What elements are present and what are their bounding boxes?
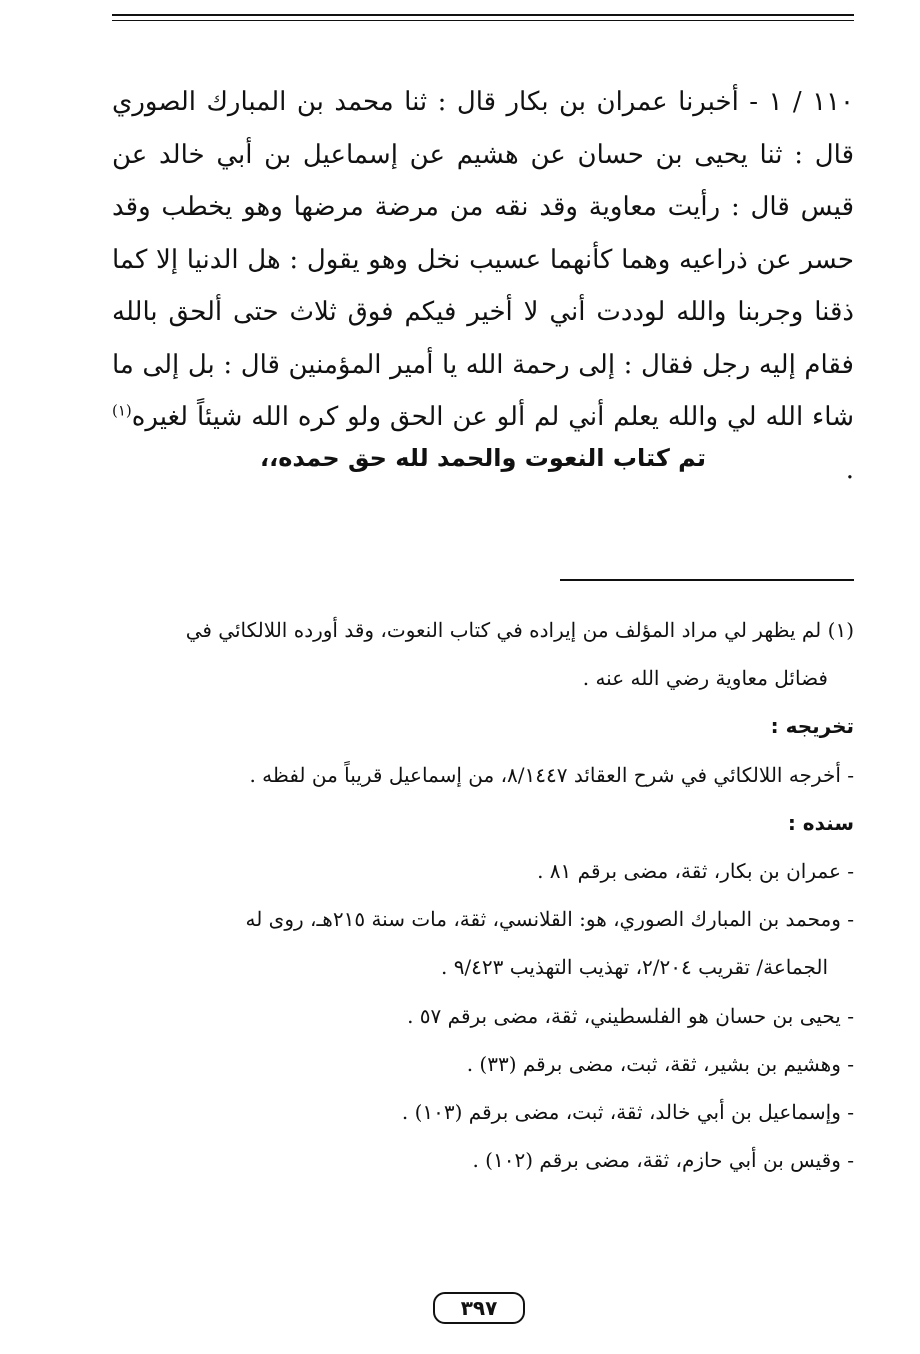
narrator-line: - عمران بن بكار، ثقة، مضى برقم ٨١ . bbox=[537, 858, 854, 883]
header-rule-thin bbox=[112, 20, 854, 21]
section-heading-takhrij: تخريجه : bbox=[770, 714, 854, 739]
header-rule-thick bbox=[112, 14, 854, 16]
footnote-ref: (١) bbox=[112, 401, 132, 420]
narrator-line: - وهشيم بن بشير، ثقة، ثبت، مضى برقم (٣٣) . bbox=[466, 1051, 854, 1076]
hadith-tail: . bbox=[845, 454, 854, 485]
narrator-line: - يحيى بن حسان هو الفلسطيني، ثقة، مضى برقم ٥٧ . bbox=[407, 1003, 854, 1028]
narrator-line: - وإسماعيل بن أبي خالد، ثقة، ثبت، مضى برقم (١٠٣) . bbox=[401, 1099, 854, 1124]
section-heading-sanad: سنده : bbox=[787, 810, 854, 835]
footnote-line: - أخرجه اللالكائي في شرح العقائد ٨/١٤٤٧، من إسماعيل قريباً من لفظه . bbox=[249, 762, 854, 787]
page-number: ٣٩٧ bbox=[433, 1292, 525, 1324]
book-end-line: تم كتاب النعوت والحمد لله حق حمده،، bbox=[260, 444, 706, 472]
narrator-line: - ومحمد بن المبارك الصوري، هو: القلانسي، ثقة، مات سنة ٢١٥هـ، روى له bbox=[245, 907, 854, 932]
footnote-separator bbox=[560, 579, 854, 581]
footnote-line: (١) لم يظهر لي مراد المؤلف من إيراده في كتاب النعوت، وقد أورده اللالكائي في bbox=[185, 618, 854, 642]
narrator-line: - وقيس بن أبي حازم، ثقة، مضى برقم (١٠٢) . bbox=[472, 1148, 854, 1173]
footnote-line: فضائل معاوية رضي الله عنه . bbox=[582, 666, 828, 691]
hadith-body: ١١٠ / ١ - أخبرنا عمران بن بكار قال : ثنا محمد بن المبارك الصوري قال : ثنا يحيى بن حسان عن هشيم عن إسماعيل بن أبي خالد عن قيس قال : رأيت معاوية وقد نقه من مرضة مرضها وهو يخطب وقد حسر عن ذراعيه وهما كأنهما عسيب نخل وهو يقول : هل الدنيا إلا كما ذقنا وجربنا والله لوددت أني لا أخير فيكم فوق ثلاث حتى ألحق بالله فقام إليه رجل فقال : إلى رحمة الله يا أمير المؤمنين قال : بل إلى ما شاء الله لي والله يعلم أني لم ألو عن الحق ولو كره الله شيئاً لغيره bbox=[112, 87, 854, 432]
footnotes bbox=[112, 606, 854, 1184]
narrator-line-cont: الجماعة/ تقريب ٢/٢٠٤، تهذيب التهذيب ٩/٤٢٣ . bbox=[440, 955, 828, 980]
hadith-text bbox=[112, 76, 854, 496]
